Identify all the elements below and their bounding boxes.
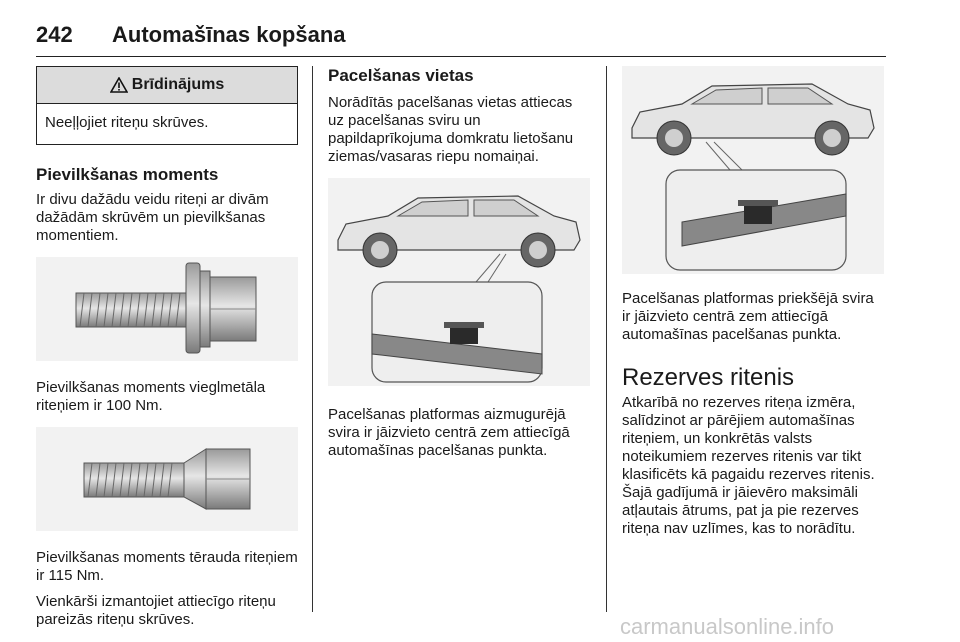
spare-heading: Rezerves ritenis <box>622 364 795 391</box>
steel-torque-text: Pievilkšanas moments tērauda riteņiem ir 115 Nm. <box>36 549 298 584</box>
page-title: Automašīnas kopšana <box>112 22 346 47</box>
warning-header <box>37 67 297 104</box>
watermark: carmanualsonline.info <box>620 614 835 639</box>
alloy-wheel-bolt-figure <box>36 257 298 361</box>
front-lifting-point-figure <box>622 66 884 274</box>
torque-heading: Pievilkšanas moments <box>36 165 219 184</box>
column-middle <box>328 66 590 460</box>
steel-wheel-bolt-figure <box>36 427 298 531</box>
column-divider <box>312 66 313 612</box>
lifting-intro: Norādītās pacelšanas vietas attiecas uz pacelšanas sviru un papildaprīkojuma domkratu lietošanu ziemas/vasaras riepu nomaiņai. <box>328 94 574 165</box>
warning-triangle-icon <box>110 77 128 93</box>
page-header <box>36 20 886 57</box>
page-number: 242 <box>36 22 73 47</box>
rear-lifting-point-figure <box>328 178 590 386</box>
torque-intro: Ir divu dažādu veidu riteņi ar divām dažādām skrūvēm un pievilkšanas momentiem. <box>36 191 269 244</box>
spare-text: Atkarībā no rezerves riteņa izmēra, salīdzinot ar pārējiem automašīnas riteņiem, un konkrētās valsts noteikumiem rezerves ritenis var tikt klasificēts kā pagaidu rezerves ritenis. Šajā gadījumā ir jāievēro maksimāli atļautais ātrums, pat ja pie rezerves riteņa nav uzlīmes, kas to norādītu. <box>622 394 875 537</box>
warning-text: Neeļļojiet riteņu skrūves. <box>45 114 209 131</box>
column-divider <box>606 66 607 612</box>
column-right <box>622 66 886 538</box>
column-left <box>36 66 298 629</box>
warning-title: Brīdinājums <box>131 76 225 93</box>
alloy-bolt-icon <box>36 257 298 361</box>
car-front-lift-icon <box>622 66 884 274</box>
front-lift-caption: Pacelšanas platformas priekšējā svira ir jāizvieto centrā zem attiecīgā automašīnas pacelšanas punkta. <box>622 290 874 343</box>
alloy-torque-text: Pievilkšanas moments vieglmetāla riteņiem ir 100 Nm. <box>36 379 266 414</box>
steel-bolt-icon <box>36 427 298 531</box>
bolt-note: Vienkārši izmantojiet attiecīgo riteņu pareizās riteņu skrūves. <box>36 593 276 628</box>
car-rear-lift-icon <box>328 178 590 386</box>
warning-box <box>36 66 298 145</box>
rear-lift-caption: Pacelšanas platformas aizmugurējā svira ir jāizvieto centrā zem attiecīgā automašīnas pacelšanas punkta. <box>328 406 570 459</box>
lifting-heading: Pacelšanas vietas <box>328 66 474 85</box>
